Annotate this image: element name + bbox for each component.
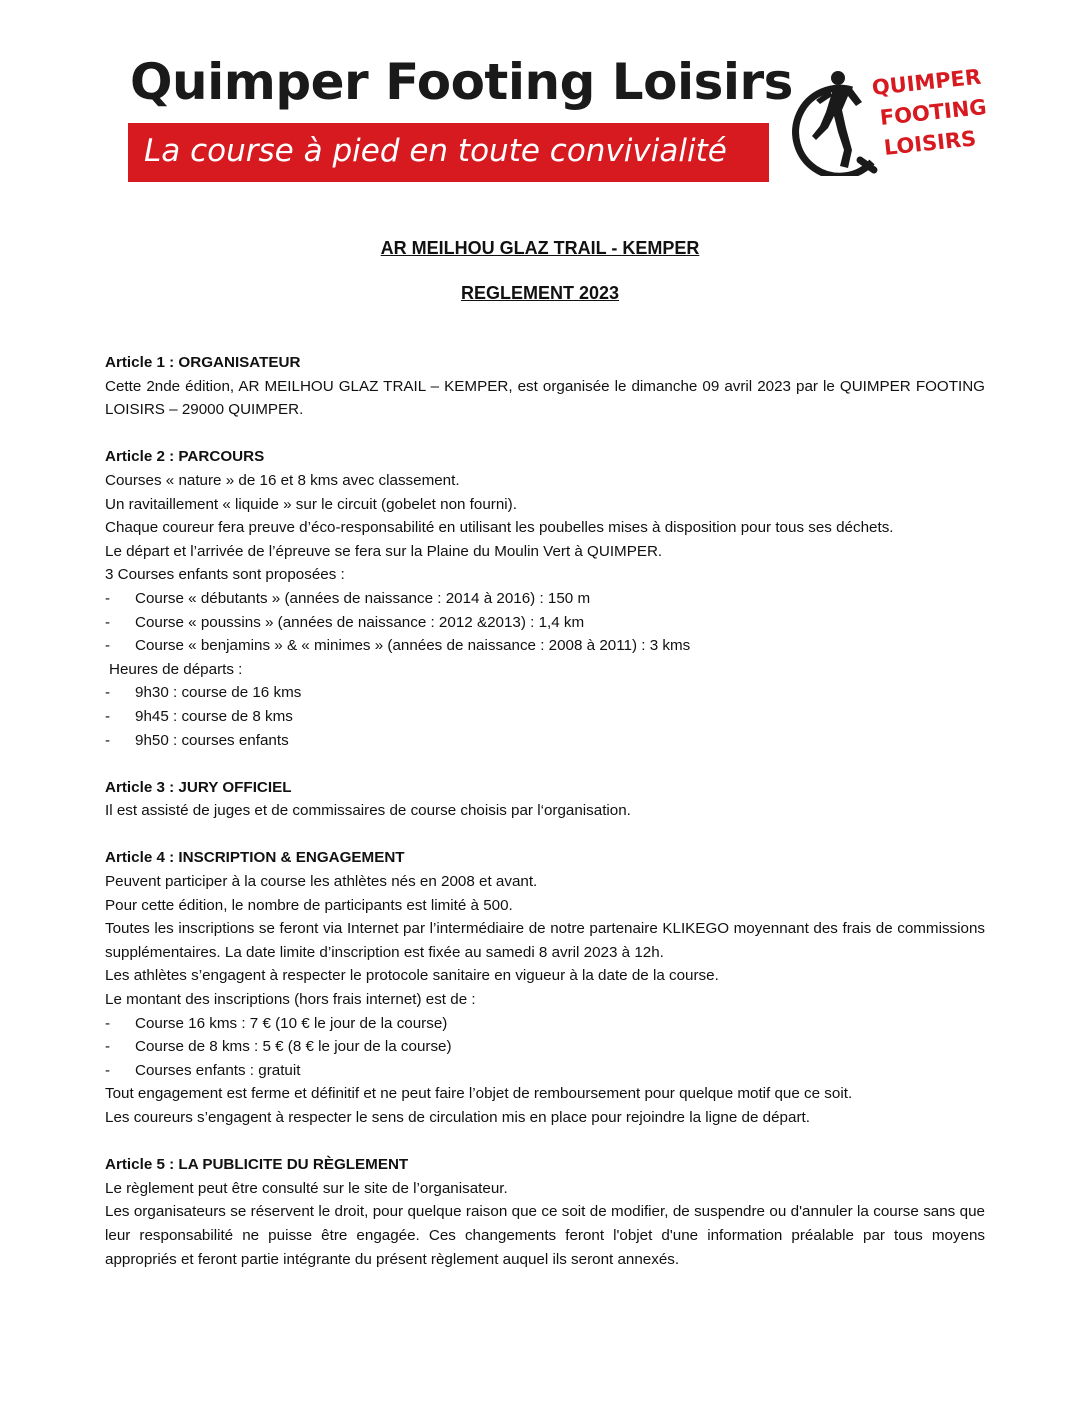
list-item-text: Course « benjamins » & « minimes » (années de naissance : 2008 à 2011) : 3 kms (135, 637, 691, 655)
list-item: - Course 16 kms : 7 € (10 € le jour de la course) (105, 1012, 985, 1036)
list-item: - Course « poussins » (années de naissance : 2012 &2013) : 1,4 km (105, 611, 985, 635)
article-3 (105, 776, 985, 823)
article-text: Le départ et l’arrivée de l’épreuve se fera sur la Plaine du Moulin Vert à QUIMPER. (105, 542, 663, 560)
article-text: Le montant des inscriptions (hors frais internet) est de : (105, 991, 476, 1009)
article-text: 3 Courses enfants sont proposées : (105, 566, 345, 584)
article-text: Les athlètes s’engagent à respecter le protocole sanitaire en vigueur à la date de la course. (105, 967, 719, 985)
article-text: Courses « nature » de 16 et 8 kms avec classement. (105, 471, 460, 489)
logo-text-line-3: LOISIRS (882, 126, 978, 160)
tagline-banner (128, 123, 769, 182)
article-text: Tout engagement est ferme et définitif et ne peut faire l’objet de remboursement pour quelque motif que ce soit. (105, 1085, 853, 1103)
list-item: - 9h30 : course de 16 kms (105, 681, 985, 705)
club-name-title: Quimper Footing Loisirs (130, 53, 793, 111)
article-text: Les coureurs s’engagent à respecter le sens de circulation mis en place pour rejoindre la ligne de départ. (105, 1109, 810, 1126)
list-item: - Course « débutants » (années de naissance : 2014 à 2016) : 150 m (105, 587, 985, 611)
article-text: Cette 2nde édition, AR MEILHOU GLAZ TRAIL – KEMPER, est organisée le dimanche 09 avril 2023 par le QUIMPER FOOTING LOISIRS – 29000 QUIMPER. (105, 377, 985, 419)
article-heading: Article 5 : LA PUBLICITE DU RÈGLEMENT (105, 1156, 409, 1174)
list-item-text: Course 16 kms : 7 € (10 € le jour de la course) (135, 1014, 448, 1032)
logo-text-line-2: FOOTING (878, 94, 988, 130)
list-item-text: 9h30 : course de 16 kms (135, 684, 302, 702)
document-title: AR MEILHOU GLAZ TRAIL - KEMPER (380, 238, 700, 258)
list-item: - 9h45 : course de 8 kms (105, 705, 985, 729)
article-text: Chaque coureur fera preuve d’éco-responsabilité en utilisant les poubelles mises à disposition pour tous ses déchets. (105, 519, 894, 537)
article-4 (105, 846, 985, 1129)
article-5 (105, 1153, 985, 1271)
article-2 (105, 445, 985, 752)
article-heading: Article 2 : PARCOURS (105, 448, 265, 466)
article-1 (105, 351, 985, 422)
article-text: Le règlement peut être consulté sur le site de l’organisateur. (105, 1179, 508, 1197)
list-item-text: 9h45 : course de 8 kms (135, 707, 293, 725)
article-text: Les organisateurs se réservent le droit, pour quelque raison que ce soit de modifier, de suspendre ou d'annuler la course sans que leur responsabilité ne puisse être engagée. Ces changements feront l'objet d'une information préalable par tous moyens appropriés et feront partie intégrante du présent règlement auquel ils seront annexés. (105, 1203, 985, 1268)
list-item: - Course de 8 kms : 5 € (8 € le jour de la course) (105, 1035, 985, 1059)
logo-text-line-1: QUIMPER (870, 64, 983, 100)
list-item-text: Course « poussins » (années de naissance : 2012 &2013) : 1,4 km (135, 613, 585, 631)
article-text: Un ravitaillement « liquide » sur le circuit (gobelet non fourni). (105, 495, 517, 513)
article-text: Il est assisté de juges et de commissaires de course choisis par l‘organisation. (105, 802, 631, 820)
list-item-text: Courses enfants : gratuit (135, 1061, 301, 1079)
tagline-text: La course à pied en toute convivialité (144, 133, 727, 169)
article-heading: Article 3 : JURY OFFICIEL (105, 778, 292, 796)
list-item: - Courses enfants : gratuit (105, 1059, 985, 1083)
article-text: Peuvent participer à la course les athlètes nés en 2008 et avant. (105, 873, 538, 891)
list-item-text: 9h50 : courses enfants (135, 731, 289, 749)
list-item-text: Course « débutants » (années de naissance : 2014 à 2016) : 150 m (135, 589, 591, 607)
article-heading: Article 1 : ORGANISATEUR (105, 354, 301, 371)
regulation-body (105, 351, 985, 1295)
list-item-text: Course de 8 kms : 5 € (8 € le jour de la course) (135, 1038, 452, 1056)
article-text: Pour cette édition, le nombre de participants est limité à 500. (105, 896, 513, 914)
list-item: - 9h50 : courses enfants (105, 729, 985, 753)
article-subheading: Heures de départs : (109, 660, 243, 678)
article-heading: Article 4 : INSCRIPTION & ENGAGEMENT (105, 849, 405, 867)
list-item: - Course « benjamins » & « minimes » (années de naissance : 2008 à 2011) : 3 kms (105, 634, 985, 658)
document-subtitle: REGLEMENT 2023 (460, 283, 620, 303)
article-text: Toutes les inscriptions se feront via Internet par l’intermédiaire de notre partenaire KLIKEGO moyennant des frais de commissions supplémentaires. La date limite d’inscription est fixée au samedi 8 avril 2023 à 12h. (105, 920, 985, 961)
